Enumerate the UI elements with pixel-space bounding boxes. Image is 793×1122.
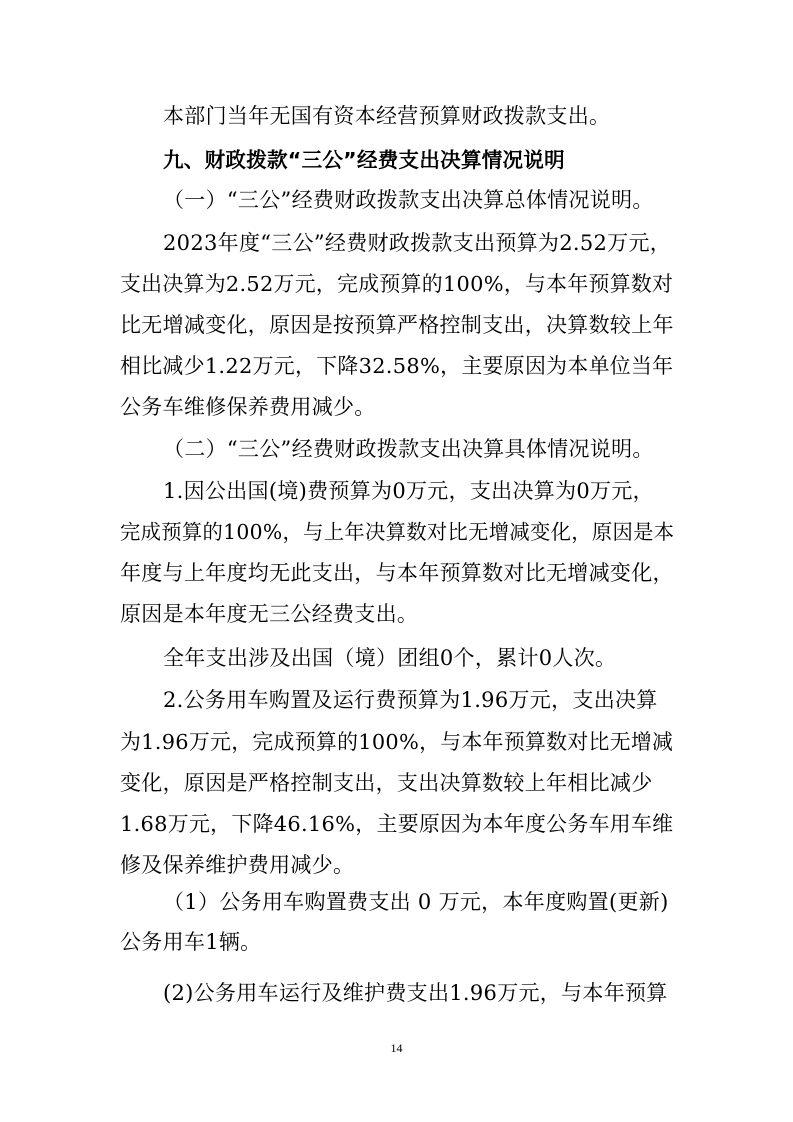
subsection-heading: （一）“三公”经费财政拨款支出决算总体情况说明。	[163, 188, 654, 212]
paragraph-line: 2023年度“三公”经费财政拨款支出预算为2.52万元，	[163, 231, 672, 255]
paragraph-line: 全年支出涉及出国（境）团组0个，累计0人次。	[163, 646, 617, 670]
paragraph-line: 原因是本年度无三公经费支出。	[120, 602, 419, 626]
subsection-heading: （二）“三公”经费财政拨款支出决算具体情况说明。	[163, 437, 654, 461]
page-number: 14	[390, 1041, 403, 1055]
paragraph-line: 变化，原因是严格控制支出，支出决算数较上年相比减少	[120, 771, 653, 795]
paragraph-line: 相比减少1.22万元，下降32.58%，主要原因为本单位当年	[120, 354, 674, 378]
paragraph-line: 本部门当年无国有资本经营预算财政拨款支出。	[163, 104, 611, 128]
paragraph-line: 公务用车1辆。	[120, 930, 262, 954]
paragraph-line: (2)公务用车运行及维护费支出1.96万元，与本年预算	[163, 981, 668, 1005]
paragraph-line: 1.因公出国(境)费预算为0万元，支出决算为0万元，	[163, 479, 654, 503]
paragraph-line: 为1.96万元，完成预算的100%，与本年预算数对比无增减	[120, 730, 674, 754]
paragraph-line: 公务车维修保养费用减少。	[120, 395, 376, 419]
paragraph-line: 完成预算的100%，与上年决算数对比无增减变化，原因是本	[120, 520, 675, 544]
paragraph-line: （1）公务用车购置费支出 0 万元，本年度购置(更新)	[163, 890, 669, 914]
paragraph-line: 1.68万元，下降46.16%，主要原因为本年度公务车用车维	[120, 812, 674, 836]
paragraph-line: 年度与上年度均无此支出，与本年预算数对比无增减变化，	[120, 561, 674, 585]
paragraph-line: 支出决算为2.52万元，完成预算的100%，与本年预算数对	[120, 272, 674, 296]
paragraph-line: 修及保养维护费用减少。	[120, 853, 355, 877]
paragraph-line: 比无增减变化，原因是按预算严格控制支出，决算数较上年	[120, 313, 674, 337]
section-heading: 九、财政拨款“三公”经费支出决算情况说明	[163, 148, 565, 172]
paragraph-line: 2.公务用车购置及运行费预算为1.96万元，支出决算	[163, 688, 658, 712]
